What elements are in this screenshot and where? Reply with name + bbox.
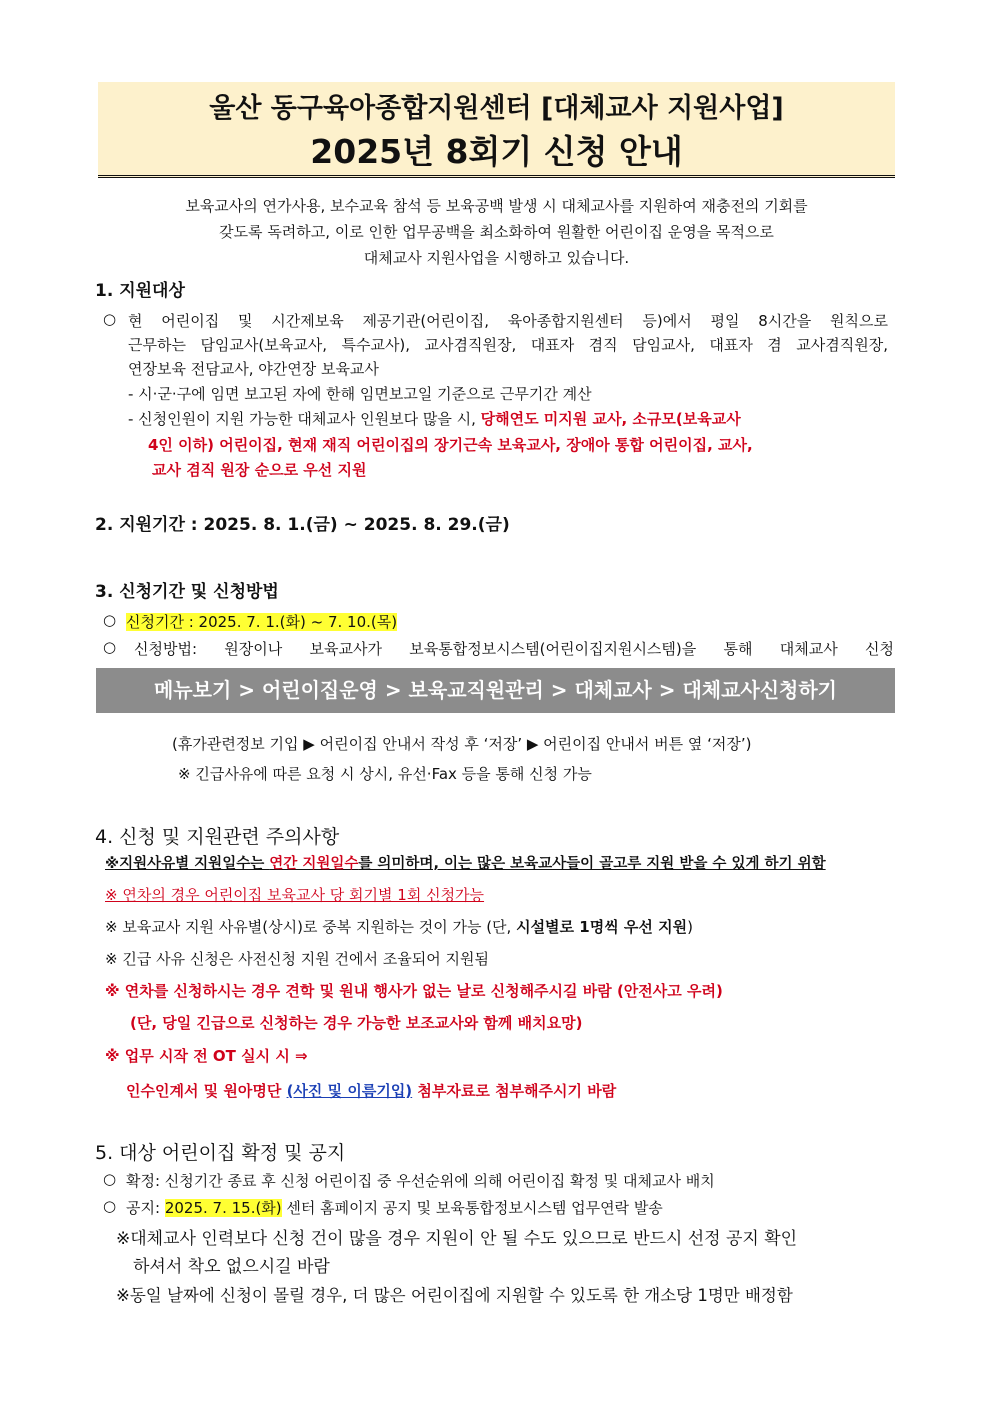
s5-memo2: 하셔서 착오 없으시길 바람	[133, 1257, 330, 1277]
title-box	[98, 82, 895, 178]
s1-detail1: - 시·군·구에 임면 보고된 자에 한해 임면보고일 기준으로 근무기간 계산	[128, 385, 592, 403]
s4-note1: ※지원사유별 지원일수는 연간 지원일수를 의미하며, 이는 많은 보육교사들이 골고루 지원 받을 수 있게 하기 위함	[105, 856, 826, 872]
section1-heading: 1. 지원대상	[95, 281, 185, 301]
s1-detail3: 4인 이하) 어린이집, 현재 재직 어린이집의 장기근속 보육교사, 장애아 통합 어린이집, 교사,	[148, 436, 753, 454]
s3-period: 신청기간 : 2025. 7. 1.(화) ~ 7. 10.(목)	[126, 613, 398, 631]
intro-line: 대체교사 지원사업을 시행하고 있습니다.	[363, 249, 630, 267]
s3-note1: (휴가관련정보 기입 ▶ 어린이집 안내서 작성 후 ‘저장’ ▶ 어린이집 안내서 버튼 옆 ‘저장’)	[172, 735, 752, 753]
bullet-circle: ○	[103, 1197, 117, 1215]
s4-note6: (단, 당일 긴급으로 신청하는 경우 가능한 보조교사와 함께 배치요망)	[130, 1014, 583, 1032]
section2-heading: 2. 지원기간 : 2025. 8. 1.(금) ~ 2025. 8. 29.(금)	[95, 515, 510, 535]
section5-heading: 5. 대상 어린이집 확정 및 공지	[95, 1142, 346, 1164]
s5-memo1: ※대체교사 인력보다 신청 건이 많을 경우 지원이 안 될 수도 있으므로 반드시 선정 공지 확인	[116, 1229, 798, 1249]
bullet-circle: ○	[103, 611, 117, 629]
s5-notice: 공지: 2025. 7. 15.(화) 센터 홈페이지 공지 및 보육통합정보시스템 업무연락 발송	[126, 1199, 663, 1217]
s1-detail2: - 신청인원이 지원 가능한 대체교사 인원보다 많을 시, 당해연도 미지원 교사, 소규모(보육교사	[128, 410, 741, 428]
s4-note3: ※ 보육교사 지원 사유별(상시)로 중복 지원하는 것이 가능 (단, 시설별로 1명씩 우선 지원)	[105, 918, 693, 936]
s3-method: 신청방법: 원장이나 보육교사가 보육통합정보시스템(어린이집지원시스템)을 통해 대체교사 신청	[134, 640, 894, 658]
title-line2: 2025년 8회기 신청 안내	[310, 132, 683, 171]
section4-heading: 4. 신청 및 지원관련 주의사항	[95, 826, 340, 848]
s4-note7: ※ 업무 시작 전 OT 실시 시 ⇒	[105, 1047, 308, 1065]
s4-note4: ※ 긴급 사유 신청은 사전신청 지원 건에서 조율되어 지원됨	[105, 950, 489, 968]
section3-heading: 3. 신청기간 및 신청방법	[95, 582, 279, 602]
s4-note2: ※ 연차의 경우 어린이집 보육교사 당 회기별 1회 신청가능	[105, 886, 485, 904]
s4-note8: 인수인계서 및 원아명단 (사진 및 이름기입) 첨부자료로 첨부해주시기 바람	[126, 1082, 617, 1100]
intro-line: 보육교사의 연가사용, 보수교육 참석 등 보육공백 발생 시 대체교사를 지원하여 재충전의 기회를	[185, 197, 808, 215]
bullet-circle: ○	[103, 310, 117, 328]
bullet-circle: ○	[103, 638, 117, 656]
s1-line1: 현 어린이집 및 시간제보육 제공기관(어린이집, 육아종합지원센터 등)에서 평일 8시간을 원칙으로	[128, 312, 888, 330]
s5-confirm: 확정: 신청기간 종료 후 신청 어린이집 중 우선순위에 의해 어린이집 확정 및 대체교사 배치	[126, 1172, 715, 1190]
menu-path-bar: 메뉴보기 > 어린이집운영 > 보육교직원관리 > 대체교사 > 대체교사신청하기	[96, 668, 895, 713]
s5-memo3: ※동일 날짜에 신청이 몰릴 경우, 더 많은 어린이집에 지원할 수 있도록 한 개소당 1명만 배정함	[116, 1286, 793, 1305]
s1-line3: 연장보육 전담교사, 야간연장 보육교사	[128, 360, 379, 378]
intro-paragraph	[98, 193, 895, 271]
s4-note5: ※ 연차를 신청하시는 경우 견학 및 원내 행사가 없는 날로 신청해주시길 바람 (안전사고 우려)	[105, 982, 723, 1000]
s1-line2: 근무하는 담임교사(보육교사, 특수교사), 교사겸직원장, 대표자 겸직 담임교사, 대표자 겸 교사겸직원장,	[128, 336, 888, 354]
intro-line: 갖도록 독려하고, 이로 인한 업무공백을 최소화하여 원활한 어린이집 운영을 목적으로	[219, 223, 774, 241]
bullet-circle: ○	[103, 1170, 117, 1188]
title-line1: 울산 동구육아종합지원센터 [대체교사 지원사업]	[209, 93, 784, 124]
s1-detail4: 교사 겸직 원장 순으로 우선 지원	[152, 461, 367, 479]
s3-note2: ※ 긴급사유에 따른 요청 시 상시, 유선·Fax 등을 통해 신청 가능	[178, 765, 592, 783]
